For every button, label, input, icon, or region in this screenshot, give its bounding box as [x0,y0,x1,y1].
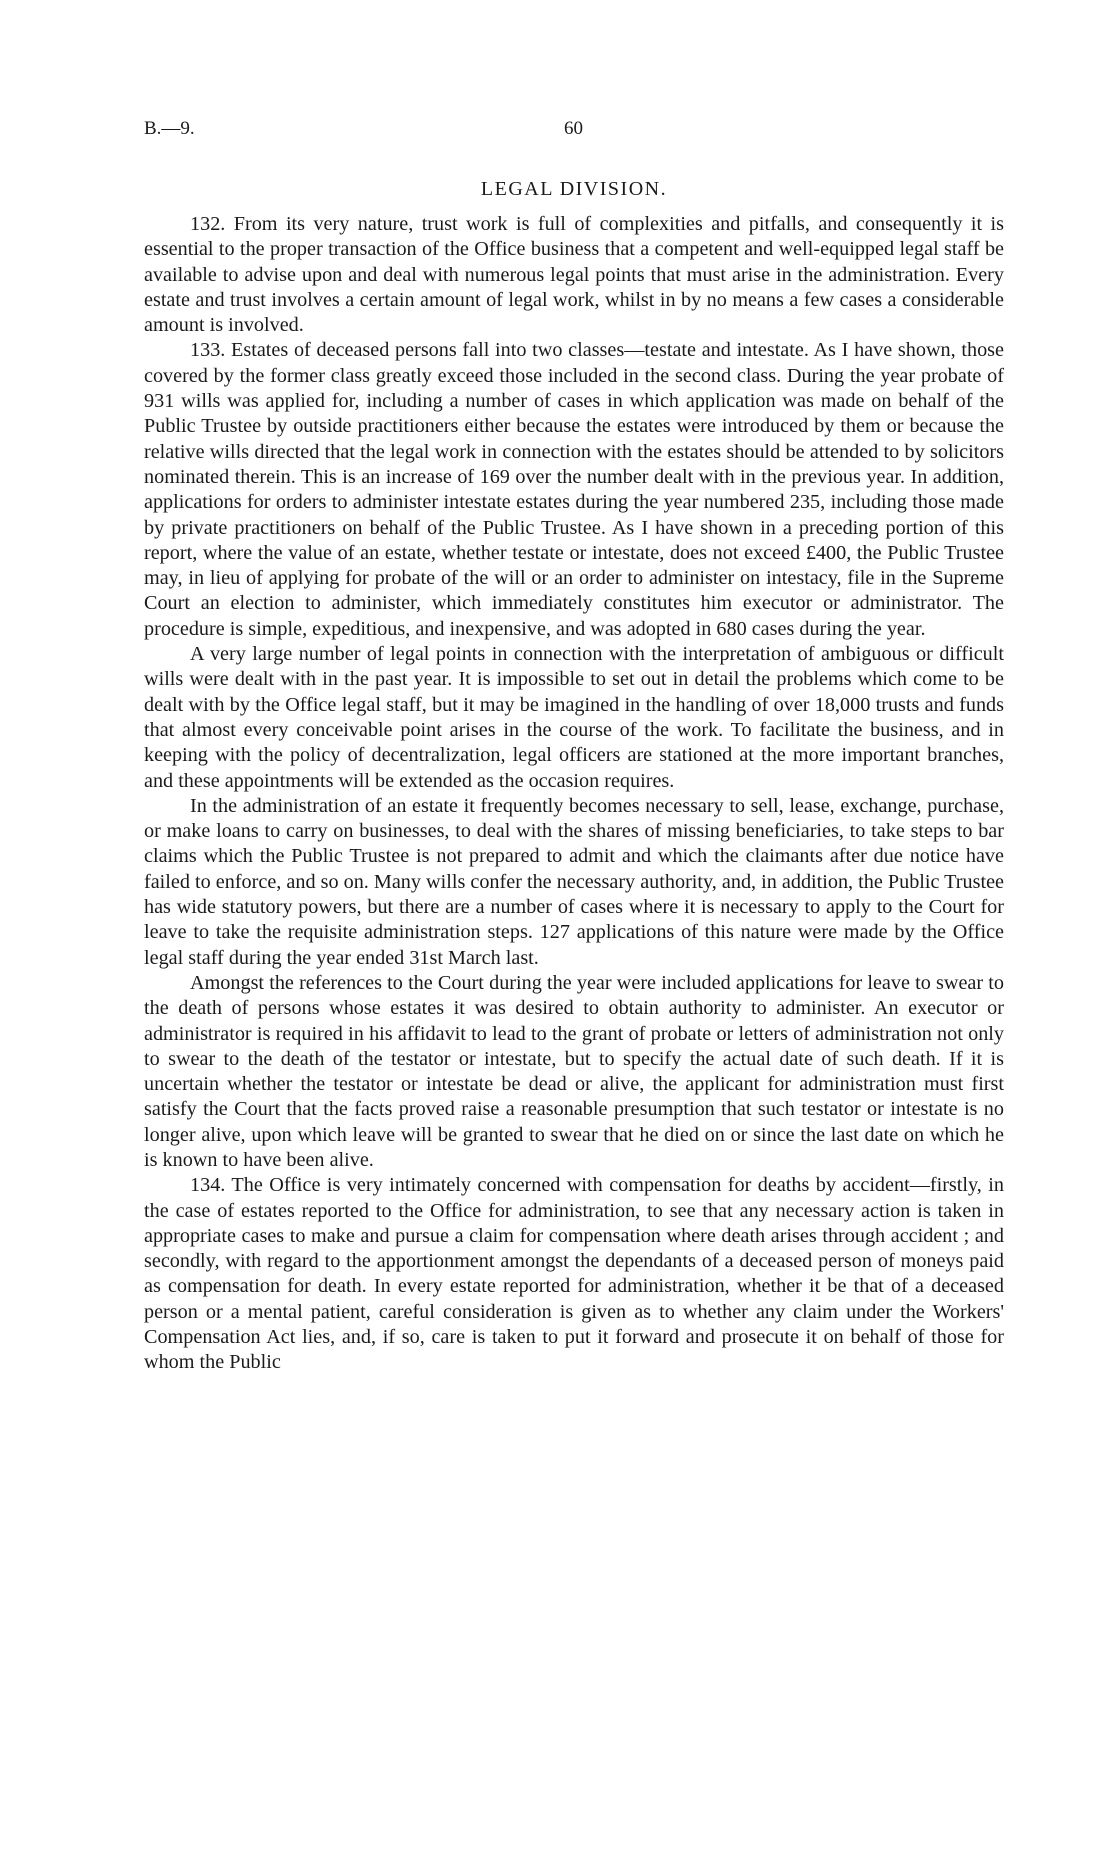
paragraph-132: 132. From its very nature, trust work is full of complexities and pitfalls, and consequently it is essential to the proper transaction of the Office business that a competent and well-equipped legal staff be available to advise upon and deal with numerous legal points that must arise in the administration. Every estate and trust involves a certain amount of legal work, whilst in by no means a few cases a considerable amount is involved. [144,213,1004,337]
page-number: 60 [564,118,583,139]
body-text [144,212,1004,1376]
section-title: LEGAL DIVISION. [480,178,668,200]
document-reference: B.—9. [144,118,195,139]
page-header [144,118,1004,146]
paragraph-administration: In the administration of an estate it frequently becomes necessary to sell, lease, exchange, purchase, or make loans to carry on businesses, to deal with the shares of missing beneficiaries, to take steps to bar claims which the Public Trustee is not prepared to admit and which the claimants after due notice have failed to enforce, and so on. Many wills confer the necessary authority, and, in addition, the Public Trustee has wide statutory powers, but there are a number of cases where it is necessary to apply to the Court for leave to take the requisite administration steps. 127 applications of this nature were made by the Office legal staff during the year ended 31st March last. [144,794,1004,969]
paragraph-legal-points: A very large number of legal points in connection with the interpretation of ambiguous or difficult wills were dealt with in the past year. It is impossible to set out in detail the problems which come to be dealt with by the Office legal staff, but it may be imagined in the handling of over 18,000 trusts and funds that almost every conceivable point arises in the course of the work. To facilitate the business, and in keeping with the policy of decentralization, legal officers are stationed at the more important branches, and these appointments will be extended as the occasion requires. [144,643,1004,792]
paragraph-court-references: Amongst the references to the Court during the year were included applications for leave to swear to the death of persons whose estates it was desired to obtain authority to administer. An executor or administrator is required in his affidavit to lead to the grant of probate or letters of administration not only to swear to the death of the testator or intestate, but to specify the actual date of such death. If it is uncertain whether the testator or intestate be dead or alive, the applicant for administration must first satisfy the Court that the facts proved raise a reasonable presumption that such testator or intestate is no longer alive, upon which leave will be granted to swear that he died on or since the last date on which he is known to have been alive. [144,971,1004,1171]
paragraph-133: 133. Estates of deceased persons fall into two classes—testate and intestate. As I have shown, those covered by the former class greatly exceed those included in the second class. During the year probate of 931 wills was applied for, including a number of cases in which application was made on behalf of the Public Trustee by outside practitioners either because the estates were introduced by them or because the relative wills directed that the legal work in connection with the estates should be attended to by solicitors nominated therein. This is an increase of 169 over the number dealt with in the previous year. In addition, applications for orders to administer intestate estates during the year numbered 235, including those made by private practitioners on behalf of the Public Trustee. As I have shown in a preceding portion of this report, where the value of an estate, whether testate or intestate, does not exceed £400, the Public Trustee may, in lieu of applying for probate of the will or an order to administer on intestacy, file in the Supreme Court an election to administer, which immediately constitutes him executor or administrator. The procedure is simple, expeditious, and inexpensive, and was adopted in 680 cases during the year. [144,339,1004,640]
paragraph-134: 134. The Office is very intimately concerned with compensation for deaths by accident—firstly, in the case of estates reported to the Office for administration, to see that any necessary action is taken in appropriate cases to make and pursue a claim for compensation where death arises through accident ; and secondly, with regard to the apportionment amongst the dependants of a deceased person of moneys paid as compensation for death. In every estate reported for administration, whether it be that of a deceased person or a mental patient, careful consideration is given as to whether any claim under the Workers' Compensation Act lies, and, if so, care is taken to put it forward and prosecute it on behalf of those for whom the Public [144,1174,1004,1374]
